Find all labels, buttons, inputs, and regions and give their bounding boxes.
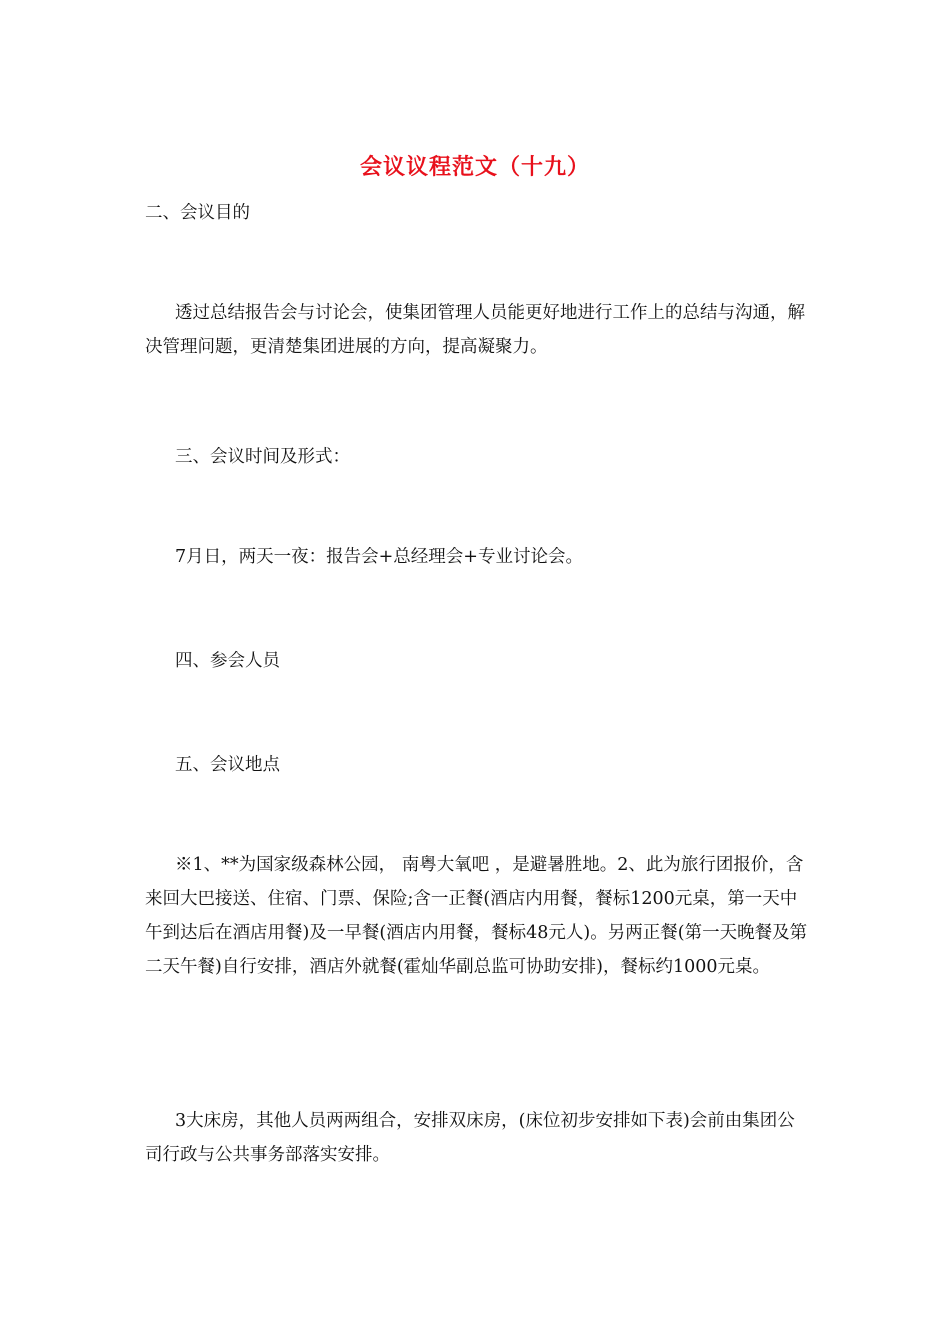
section-body-rooms: 3大床房，其他人员两两组合，安排双床房，(床位初步安排如下表)会前由集团公司行政与公共事务部落实安排。 — [145, 1111, 795, 1165]
section-body-time: 7月日，两天一夜：报告会+总经理会+专业讨论会。 — [175, 547, 583, 567]
section-body-purpose: 透过总结报告会与讨论会，使集团管理人员能更好地进行工作上的总结与沟通，解决管理问题，更清楚集团进展的方向，提高凝聚力。 — [145, 303, 805, 357]
section-heading-attendees: 四、参会人员 — [175, 651, 280, 671]
section-heading-time: 三、会议时间及形式： — [175, 447, 350, 467]
document-title: 会议议程范文（十九） — [359, 154, 590, 180]
section-heading-venue: 五、会议地点 — [175, 755, 280, 775]
section-body-venue: ※1、**为国家级森林公园， 南粤大氧吧 ，是避暑胜地。2、此为旅行团报价，含来回大巴接送、住宿、门票、保险;含一正餐(酒店内用餐，餐标1200元桌，第一天中午到达后在酒店用餐)及一早餐(酒店内用餐，餐标48元人)。另两正餐(第一天晚餐及第二天午餐)自行安排，酒店外就餐(霍灿华副总监可协助安排)，餐标约1000元桌。 — [145, 855, 808, 977]
section-heading-purpose: 二、会议目的 — [145, 203, 250, 223]
